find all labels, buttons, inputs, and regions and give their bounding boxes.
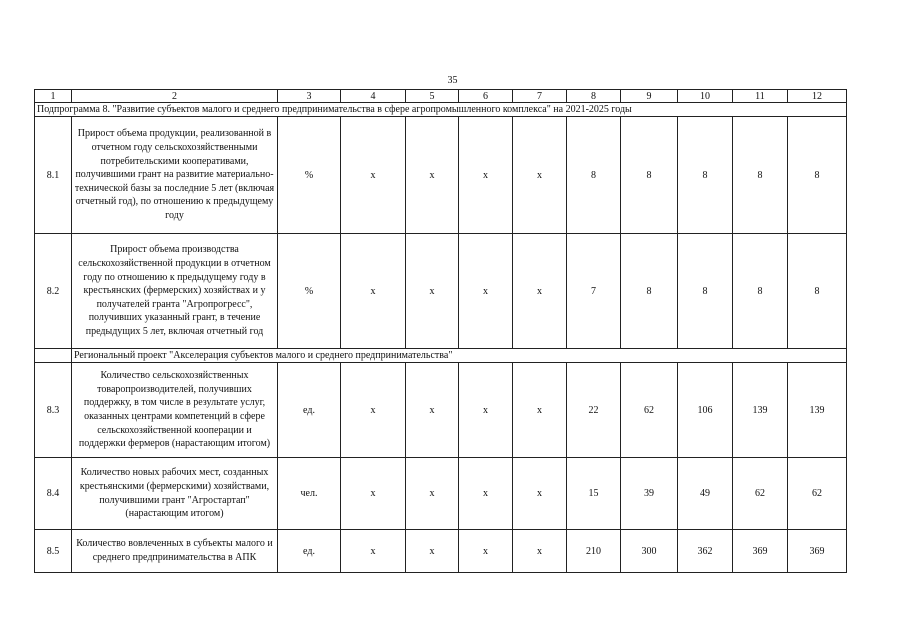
row-unit: % <box>278 234 341 349</box>
header-cell: 3 <box>278 90 341 103</box>
row-value: 8 <box>733 117 788 234</box>
subprogram-title: Подпрограмма 8. "Развитие субъектов малого и среднего предпринимательства в сфере агропромышленного комплекса" на 2021-2025 годы <box>35 103 847 117</box>
header-cell: 12 <box>788 90 847 103</box>
row-value: х <box>341 117 406 234</box>
subprogram-row <box>35 103 847 117</box>
row-value: 49 <box>678 458 733 530</box>
row-number: 8.2 <box>35 234 72 349</box>
row-value: х <box>406 458 459 530</box>
row-value: 8 <box>678 117 733 234</box>
row-value: х <box>513 458 567 530</box>
table-row <box>35 458 847 530</box>
row-value: 210 <box>567 530 621 573</box>
table-row <box>35 117 847 234</box>
row-value: х <box>341 530 406 573</box>
header-cell: 11 <box>733 90 788 103</box>
header-cell: 10 <box>678 90 733 103</box>
row-number: 8.5 <box>35 530 72 573</box>
row-unit: ед. <box>278 530 341 573</box>
row-value: х <box>341 234 406 349</box>
row-value: х <box>513 530 567 573</box>
row-value: 369 <box>733 530 788 573</box>
header-cell: 6 <box>459 90 513 103</box>
header-cell: 1 <box>35 90 72 103</box>
table-row <box>35 530 847 573</box>
header-cell: 9 <box>621 90 678 103</box>
empty-cell <box>35 349 72 363</box>
row-number: 8.1 <box>35 117 72 234</box>
row-description: Прирост объема производства сельскохозяйственной продукции в отчетном году по отношению к предыдущему году в крестьянских (фермерских) хозяйствах и у получателей гранта "Агропрогресс", получивших указанный грант, в течение предыдущих 5 лет, включая отчетный год <box>72 234 278 349</box>
row-value: х <box>459 458 513 530</box>
row-value: х <box>341 458 406 530</box>
row-unit: ед. <box>278 363 341 458</box>
row-value: 15 <box>567 458 621 530</box>
row-value: х <box>341 363 406 458</box>
row-value: 8 <box>788 234 847 349</box>
table-row <box>35 234 847 349</box>
row-unit: чел. <box>278 458 341 530</box>
row-value: х <box>513 117 567 234</box>
row-value: х <box>406 117 459 234</box>
row-value: х <box>406 530 459 573</box>
regional-project-row <box>35 349 847 363</box>
row-value: 300 <box>621 530 678 573</box>
header-cell: 7 <box>513 90 567 103</box>
header-cell: 2 <box>72 90 278 103</box>
indicators-table <box>34 89 847 573</box>
regional-project-title: Региональный проект "Акселерация субъектов малого и среднего предпринимательства" <box>72 349 847 363</box>
row-value: 22 <box>567 363 621 458</box>
row-value: х <box>459 363 513 458</box>
row-value: х <box>459 530 513 573</box>
row-value: 8 <box>733 234 788 349</box>
row-value: х <box>459 234 513 349</box>
row-number: 8.4 <box>35 458 72 530</box>
row-value: 8 <box>788 117 847 234</box>
header-row <box>35 90 847 103</box>
row-value: 39 <box>621 458 678 530</box>
row-description: Количество новых рабочих мест, созданных крестьянскими (фермерскими) хозяйствами, получившими грант "Агростартап" (нарастающим итогом) <box>72 458 278 530</box>
row-value: х <box>513 363 567 458</box>
row-value: 62 <box>621 363 678 458</box>
row-value: 139 <box>733 363 788 458</box>
row-value: 62 <box>733 458 788 530</box>
header-cell: 8 <box>567 90 621 103</box>
row-value: 139 <box>788 363 847 458</box>
row-value: х <box>459 117 513 234</box>
header-cell: 5 <box>406 90 459 103</box>
table-row <box>35 363 847 458</box>
row-description: Количество вовлеченных в субъекты малого и среднего предпринимательства в АПК <box>72 530 278 573</box>
page-number: 35 <box>447 75 458 86</box>
row-value: х <box>406 234 459 349</box>
row-value: 106 <box>678 363 733 458</box>
row-value: 362 <box>678 530 733 573</box>
row-value: 369 <box>788 530 847 573</box>
row-description: Прирост объема продукции, реализованной в отчетном году сельскохозяйственными потребительскими кооперативами, получившими грант на развитие материально-технической базы за последние 5 лет (включая отчетный год), по отношению к предыдущему году <box>72 117 278 234</box>
header-cell: 4 <box>341 90 406 103</box>
row-value: 8 <box>567 117 621 234</box>
row-number: 8.3 <box>35 363 72 458</box>
row-value: 7 <box>567 234 621 349</box>
row-value: 8 <box>621 117 678 234</box>
row-value: х <box>513 234 567 349</box>
row-description: Количество сельскохозяйственных товаропроизводителей, получивших поддержку, в том числе в результате услуг, оказанных центрами компетенций в сфере сельскохозяйственной кооперации и поддержки фермеров (нарастающим итогом) <box>72 363 278 458</box>
row-value: х <box>406 363 459 458</box>
row-value: 8 <box>678 234 733 349</box>
row-value: 62 <box>788 458 847 530</box>
row-unit: % <box>278 117 341 234</box>
row-value: 8 <box>621 234 678 349</box>
